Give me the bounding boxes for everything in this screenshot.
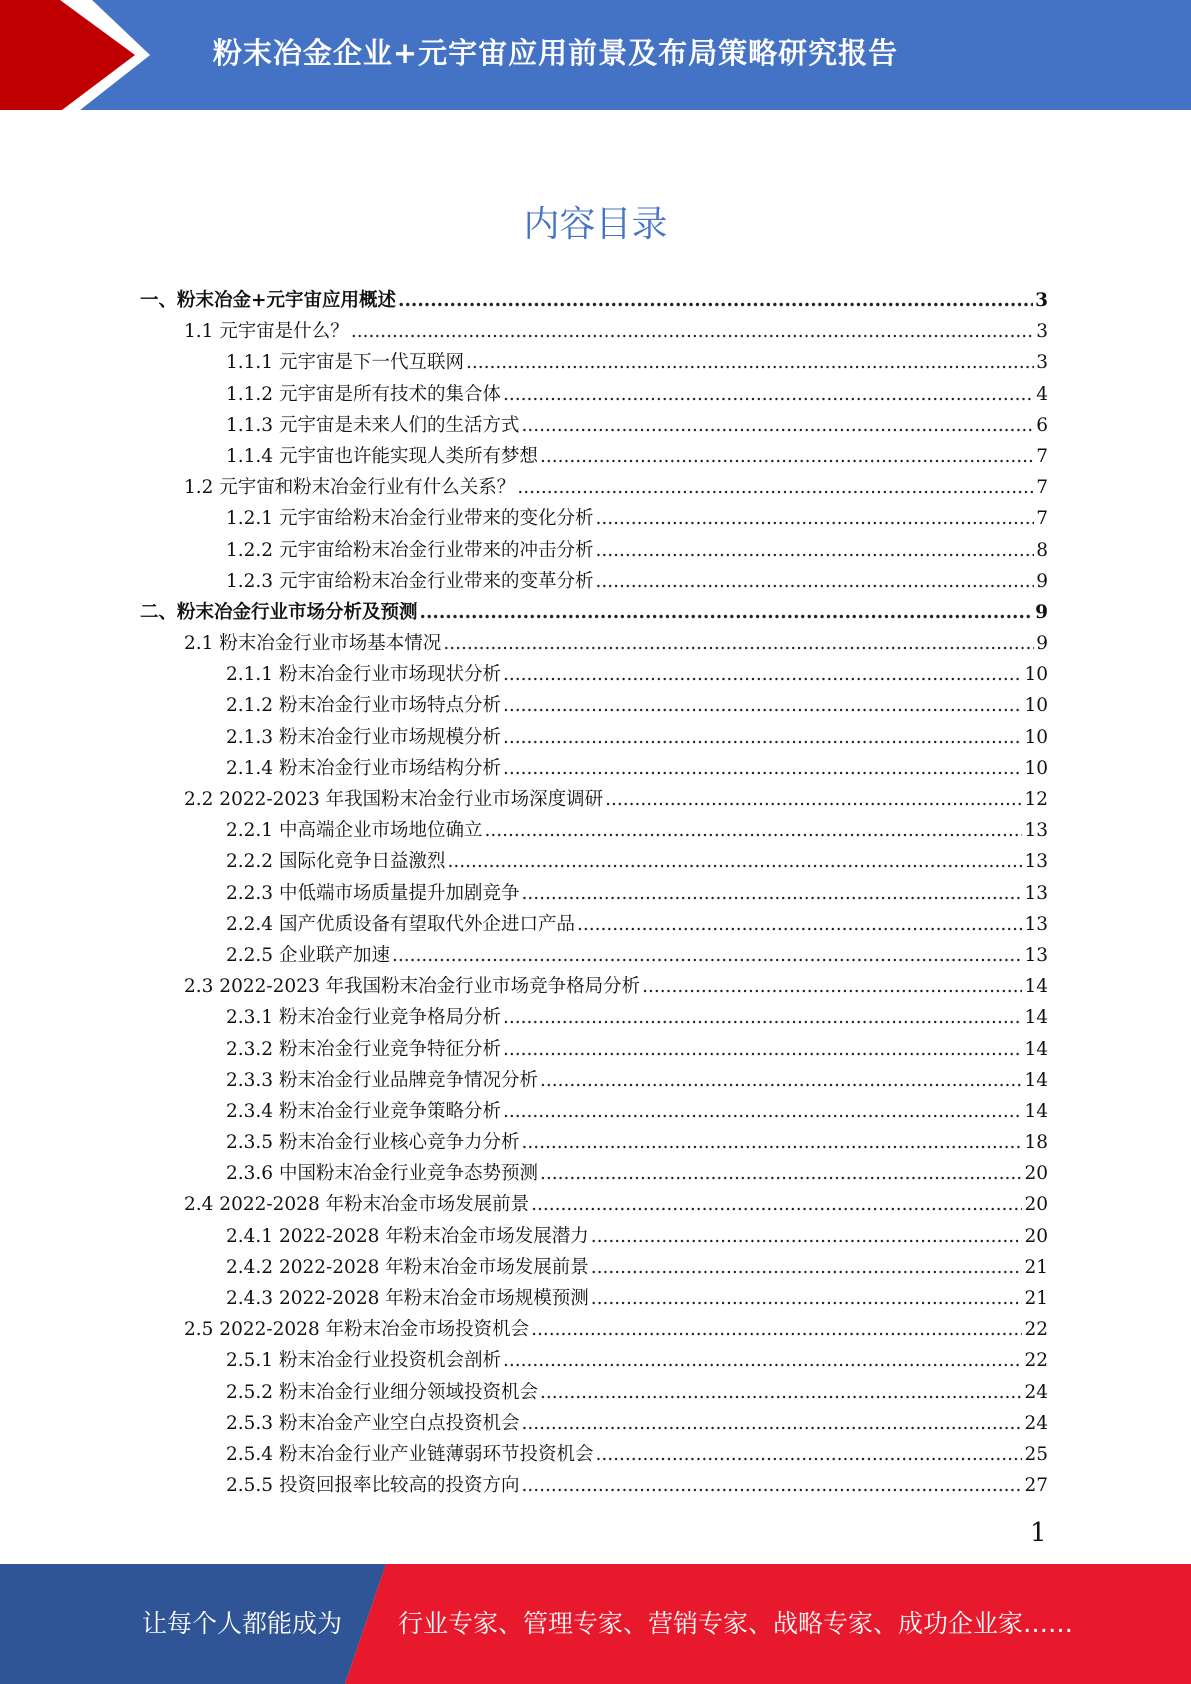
toc-entry-page: 7 — [1036, 445, 1048, 467]
toc-entry-page: 6 — [1036, 414, 1048, 436]
toc-entry-label: 1.2.1 元宇宙给粉末冶金行业带来的变化分析 — [226, 508, 594, 530]
toc-dot-leader — [591, 1252, 1023, 1283]
toc-entry-label: 2.3.5 粉末冶金行业核心竞争力分析 — [226, 1132, 520, 1154]
toc-entry-label: 二、粉末冶金行业市场分析及预测 — [140, 601, 418, 623]
toc-dot-leader — [503, 659, 1022, 690]
toc-dot-leader — [605, 784, 1022, 815]
toc-entry[interactable] — [140, 722, 1048, 753]
toc-dot-leader — [503, 1096, 1022, 1127]
toc-entry[interactable] — [140, 1470, 1048, 1501]
toc-dot-leader — [591, 1283, 1023, 1314]
toc-dot-leader — [540, 1158, 1022, 1189]
toc-dot-leader — [484, 815, 1022, 846]
toc-entry-label: 2.3.3 粉末冶金行业品牌竞争情况分析 — [226, 1069, 538, 1091]
toc-entry-page: 13 — [1024, 820, 1048, 842]
toc-entry-page: 10 — [1024, 726, 1048, 748]
toc-entry[interactable] — [140, 1345, 1048, 1376]
toc-entry[interactable] — [140, 1034, 1048, 1065]
toc-entry[interactable] — [140, 1002, 1048, 1033]
toc-dot-leader — [503, 379, 1034, 410]
toc-entry-label: 2.3.6 中国粉末冶金行业竞争态势预测 — [226, 1163, 538, 1185]
toc-entry-label: 2.3 2022-2023 年我国粉末冶金行业市场竞争格局分析 — [184, 976, 641, 998]
toc-entry-page: 25 — [1024, 1443, 1048, 1465]
toc-entry-label: 1.1.1 元宇宙是下一代互联网 — [226, 352, 464, 374]
toc-entry-page: 27 — [1024, 1475, 1048, 1497]
toc-entry-page: 13 — [1024, 851, 1048, 873]
toc-entry-label: 2.4.2 2022-2028 年粉末冶金市场发展前景 — [226, 1256, 589, 1278]
toc-entry[interactable] — [140, 1096, 1048, 1127]
toc-dot-leader — [503, 1002, 1022, 1033]
toc-entry-label: 2.3.4 粉末冶金行业竞争策略分析 — [226, 1100, 501, 1122]
toc-dot-leader — [577, 909, 1022, 940]
toc-entry[interactable] — [140, 285, 1048, 316]
toc-dot-leader — [398, 285, 1033, 316]
toc-entry-page: 14 — [1024, 976, 1048, 998]
toc-entry-page: 22 — [1024, 1350, 1048, 1372]
toc-dot-leader — [503, 690, 1022, 721]
toc-entry[interactable] — [140, 1252, 1048, 1283]
toc-dot-leader — [392, 940, 1022, 971]
toc-entry-label: 2.5.2 粉末冶金行业细分领域投资机会 — [226, 1381, 538, 1403]
toc-entry-page: 10 — [1024, 695, 1048, 717]
toc-entry-page: 14 — [1024, 1038, 1048, 1060]
toc-entry-label: 2.2.1 中高端企业市场地位确立 — [226, 820, 483, 842]
toc-dot-leader — [595, 566, 1034, 597]
toc-entry[interactable] — [140, 1189, 1048, 1220]
toc-entry[interactable] — [140, 784, 1048, 815]
toc-dot-leader — [595, 503, 1034, 534]
table-of-contents — [140, 285, 1048, 1501]
toc-entry-page: 18 — [1024, 1132, 1048, 1154]
toc-entry-page: 21 — [1024, 1256, 1048, 1278]
toc-entry-label: 2.1.3 粉末冶金行业市场规模分析 — [226, 726, 501, 748]
toc-entry-page: 12 — [1024, 789, 1048, 810]
toc-entry-label: 2.2.4 国产优质设备有望取代外企进口产品 — [226, 913, 575, 935]
toc-entry-label: 1.1 元宇宙是什么？ — [184, 321, 349, 343]
toc-entry-label: 1.2 元宇宙和粉末冶金行业有什么关系？ — [184, 477, 516, 499]
toc-dot-leader — [521, 410, 1034, 441]
toc-entry[interactable] — [140, 1127, 1048, 1158]
toc-dot-leader — [503, 753, 1022, 784]
toc-dot-leader — [503, 1345, 1022, 1376]
toc-entry-label: 2.4 2022-2028 年粉末冶金市场发展前景 — [184, 1194, 530, 1216]
toc-dot-leader — [642, 971, 1022, 1002]
footer-slogan-left: 让每个人都能成为 — [142, 1609, 343, 1638]
toc-entry-page: 7 — [1036, 477, 1048, 499]
toc-entry-page: 3 — [1036, 321, 1048, 343]
toc-entry-label: 2.2 2022-2023 年我国粉末冶金行业市场深度调研 — [184, 789, 604, 810]
toc-entry[interactable] — [140, 535, 1048, 566]
toc-entry-label: 2.1.4 粉末冶金行业市场结构分析 — [226, 757, 501, 779]
toc-entry-page: 10 — [1024, 757, 1048, 779]
toc-entry[interactable] — [140, 597, 1048, 628]
toc-dot-leader — [517, 472, 1034, 503]
toc-entry-page: 24 — [1024, 1412, 1048, 1434]
toc-entry[interactable] — [140, 1158, 1048, 1189]
toc-dot-leader — [531, 1314, 1022, 1345]
toc-entry[interactable] — [140, 753, 1048, 784]
toc-dot-leader — [466, 347, 1034, 378]
toc-entry[interactable] — [140, 1221, 1048, 1252]
toc-dot-leader — [521, 1470, 1022, 1501]
toc-entry[interactable] — [140, 659, 1048, 690]
toc-entry-label: 2.2.5 企业联产加速 — [226, 944, 390, 966]
toc-heading: 内容目录 — [523, 204, 668, 245]
toc-dot-leader — [503, 722, 1022, 753]
toc-entry-label: 2.5.3 粉末冶金产业空白点投资机会 — [226, 1412, 520, 1434]
toc-entry[interactable] — [140, 1377, 1048, 1408]
footer-band — [0, 1564, 1191, 1684]
toc-entry[interactable] — [140, 909, 1048, 940]
toc-entry-label: 一、粉末冶金+元宇宙应用概述 — [140, 290, 397, 311]
toc-dot-leader — [351, 316, 1034, 347]
toc-entry-label: 2.1.1 粉末冶金行业市场现状分析 — [226, 664, 501, 686]
page-number: 1 — [1030, 1518, 1047, 1548]
toc-entry[interactable] — [140, 846, 1048, 877]
toc-dot-leader — [521, 1408, 1022, 1439]
toc-entry[interactable] — [140, 971, 1048, 1002]
toc-entry-page: 20 — [1024, 1163, 1048, 1185]
header-band — [0, 0, 1191, 110]
toc-entry-label: 1.1.4 元宇宙也许能实现人类所有梦想 — [226, 445, 538, 467]
toc-entry-label: 2.2.3 中低端市场质量提升加剧竞争 — [226, 882, 520, 904]
toc-dot-leader — [540, 1065, 1022, 1096]
toc-entry[interactable] — [140, 441, 1048, 472]
toc-entry[interactable] — [140, 1314, 1048, 1345]
toc-entry-page: 14 — [1024, 1069, 1048, 1091]
toc-entry-page: 9 — [1036, 570, 1048, 592]
toc-entry-page: 22 — [1024, 1319, 1048, 1341]
toc-entry-label: 1.1.3 元宇宙是未来人们的生活方式 — [226, 414, 520, 436]
toc-entry-label: 2.5.4 粉末冶金行业产业链薄弱环节投资机会 — [226, 1443, 594, 1465]
toc-entry-page: 9 — [1036, 633, 1048, 655]
toc-entry-label: 2.1 粉末冶金行业市场基本情况 — [184, 633, 442, 655]
toc-entry-page: 4 — [1036, 383, 1048, 405]
toc-entry[interactable] — [140, 1065, 1048, 1096]
toc-entry[interactable] — [140, 347, 1048, 378]
toc-entry-page: 3 — [1035, 290, 1048, 311]
toc-entry-label: 2.1.2 粉末冶金行业市场特点分析 — [226, 695, 501, 717]
toc-entry-page: 14 — [1024, 1100, 1048, 1122]
report-title: 粉末冶金企业+元宇宙应用前景及布局策略研究报告 — [212, 35, 899, 70]
toc-dot-leader — [595, 535, 1034, 566]
toc-dot-leader — [447, 846, 1022, 877]
toc-entry[interactable] — [140, 316, 1048, 347]
toc-entry-page: 24 — [1024, 1381, 1048, 1403]
toc-entry[interactable] — [140, 1408, 1048, 1439]
toc-entry-page: 8 — [1036, 539, 1048, 561]
toc-entry[interactable] — [140, 503, 1048, 534]
toc-entry-page: 3 — [1036, 352, 1048, 374]
toc-dot-leader — [531, 1189, 1022, 1220]
toc-entry[interactable] — [140, 1439, 1048, 1470]
toc-entry[interactable] — [140, 566, 1048, 597]
toc-entry[interactable] — [140, 472, 1048, 503]
toc-dot-leader — [420, 597, 1034, 628]
toc-dot-leader — [443, 628, 1034, 659]
toc-entry-page: 20 — [1024, 1225, 1048, 1247]
toc-entry[interactable] — [140, 1283, 1048, 1314]
toc-entry-page: 21 — [1024, 1288, 1048, 1309]
toc-entry[interactable] — [140, 410, 1048, 441]
toc-entry[interactable] — [140, 628, 1048, 659]
toc-entry-page: 7 — [1036, 508, 1048, 530]
toc-entry-label: 2.5.1 粉末冶金行业投资机会剖析 — [226, 1350, 501, 1372]
toc-entry-label: 2.4.1 2022-2028 年粉末冶金市场发展潜力 — [226, 1225, 589, 1247]
toc-entry-page: 13 — [1024, 882, 1048, 904]
toc-entry[interactable] — [140, 878, 1048, 909]
toc-entry-label: 2.2.2 国际化竞争日益激烈 — [226, 851, 446, 873]
toc-entry-page: 14 — [1024, 1007, 1048, 1029]
toc-entry-page: 10 — [1024, 664, 1048, 686]
toc-entry[interactable] — [140, 815, 1048, 846]
toc-dot-leader — [540, 441, 1034, 472]
toc-entry-label: 2.4.3 2022-2028 年粉末冶金市场规模预测 — [226, 1288, 589, 1309]
toc-dot-leader — [591, 1221, 1023, 1252]
toc-entry-label: 2.5.5 投资回报率比较高的投资方向 — [226, 1475, 520, 1497]
toc-entry[interactable] — [140, 379, 1048, 410]
toc-entry-label: 2.3.2 粉末冶金行业竞争特征分析 — [226, 1038, 501, 1060]
toc-dot-leader — [503, 1034, 1022, 1065]
footer-slogan-right: 行业专家、管理专家、营销专家、战略专家、成功企业家…… — [398, 1609, 1074, 1638]
toc-entry-label: 1.1.2 元宇宙是所有技术的集合体 — [226, 383, 501, 405]
toc-dot-leader — [521, 1127, 1022, 1158]
toc-entry-page: 20 — [1024, 1194, 1048, 1216]
toc-dot-leader — [540, 1377, 1022, 1408]
toc-entry-page: 13 — [1024, 913, 1048, 935]
toc-entry[interactable] — [140, 690, 1048, 721]
toc-entry-label: 1.2.2 元宇宙给粉末冶金行业带来的冲击分析 — [226, 539, 594, 561]
toc-entry-label: 1.2.3 元宇宙给粉末冶金行业带来的变革分析 — [226, 570, 594, 592]
toc-entry-page: 9 — [1035, 601, 1048, 623]
toc-dot-leader — [595, 1439, 1022, 1470]
toc-entry-label: 2.3.1 粉末冶金行业竞争格局分析 — [226, 1007, 501, 1029]
toc-entry-label: 2.5 2022-2028 年粉末冶金市场投资机会 — [184, 1319, 530, 1341]
toc-entry-page: 13 — [1024, 944, 1048, 966]
toc-entry[interactable] — [140, 940, 1048, 971]
toc-dot-leader — [521, 878, 1022, 909]
